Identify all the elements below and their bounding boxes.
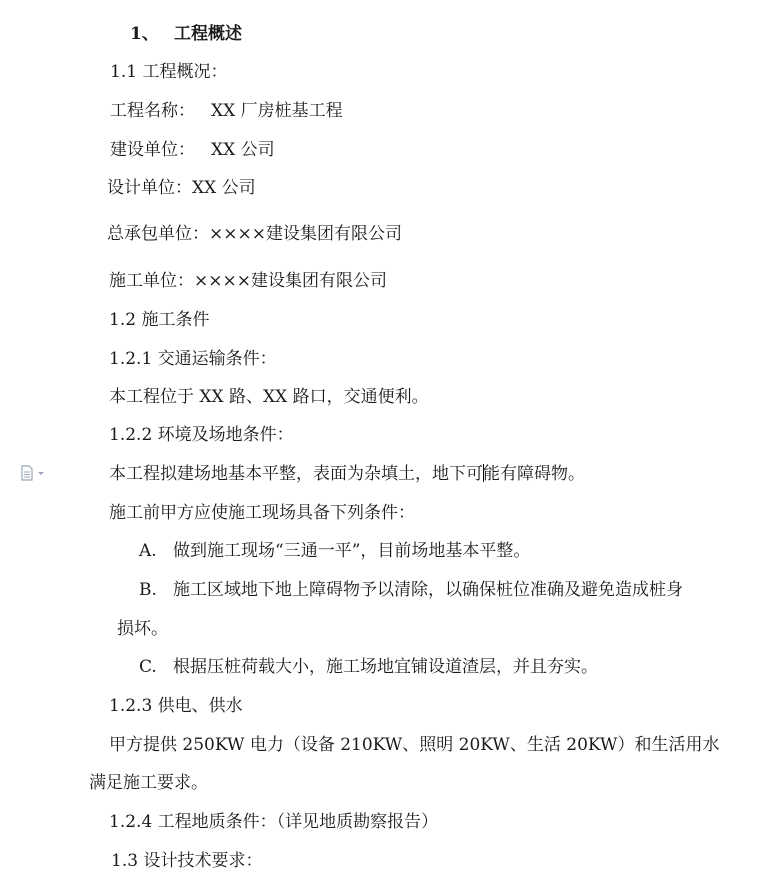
section-title: 工程概述 — [174, 24, 242, 44]
site-text-part1: 本工程拟建场地基本平整，表面为杂填土，地下可 — [109, 464, 483, 484]
site-heading: 1.2.2 环境及场地条件： — [109, 425, 294, 445]
site-text-part2: 能有障碍物。 — [483, 464, 585, 484]
traffic-heading: 1.2.1 交通运输条件： — [109, 349, 277, 369]
traffic-text: 本工程位于 XX 路、XX 路口，交通便利。 — [109, 387, 429, 407]
subsection-heading-overview: 1.1 工程概况： — [110, 62, 228, 82]
general-contractor-row: 总承包单位：××××建设集团有限公司 — [107, 224, 402, 244]
designer-row: 设计单位：XX 公司 — [107, 178, 256, 198]
subsection-heading-conditions: 1.2 施工条件 — [109, 310, 210, 330]
site-text — [109, 463, 585, 485]
geology-heading: 1.2.4 工程地质条件：（详见地质勘察报告） — [109, 812, 439, 832]
subsection-heading-design: 1.3 设计技术要求： — [111, 851, 263, 871]
list-item-b-continuation: 损坏。 — [117, 619, 168, 639]
power-text-line2: 满足施工要求。 — [89, 773, 208, 793]
constructor-row: 施工单位：××××建设集团有限公司 — [109, 271, 387, 291]
builder-label: 建设单位： — [110, 140, 195, 160]
project-name-label: 工程名称： — [110, 101, 195, 121]
list-item-b — [139, 579, 683, 601]
list-item-a — [139, 540, 530, 562]
document-paragraph-icon[interactable] — [20, 465, 48, 481]
section-number: 1、 — [130, 24, 159, 44]
project-name-value: XX 厂房桩基工程 — [211, 101, 343, 121]
section-heading — [130, 23, 242, 45]
list-item-text: 施工区域地下地上障碍物予以清除，以确保桩位准确及避免造成桩身 — [173, 580, 683, 600]
builder-row — [110, 139, 275, 161]
prereq-intro: 施工前甲方应使施工现场具备下列条件： — [109, 503, 415, 523]
list-item-text: 根据压桩荷载大小，施工场地宜铺设道渣层，并且夯实。 — [173, 657, 598, 677]
builder-value: XX 公司 — [211, 140, 275, 160]
list-item-label: C. — [139, 657, 157, 677]
list-item-label: B. — [139, 580, 157, 600]
project-name-row — [110, 100, 343, 122]
power-heading: 1.2.3 供电、供水 — [109, 696, 243, 716]
list-item-text: 做到施工现场“三通一平”，目前场地基本平整。 — [173, 541, 531, 561]
list-item-label: A. — [139, 541, 157, 561]
list-item-c — [139, 656, 598, 678]
power-text-line1: 甲方提供 250KW 电力（设备 210KW、照明 20KW、生活 20KW）和生活用水 — [109, 735, 720, 755]
